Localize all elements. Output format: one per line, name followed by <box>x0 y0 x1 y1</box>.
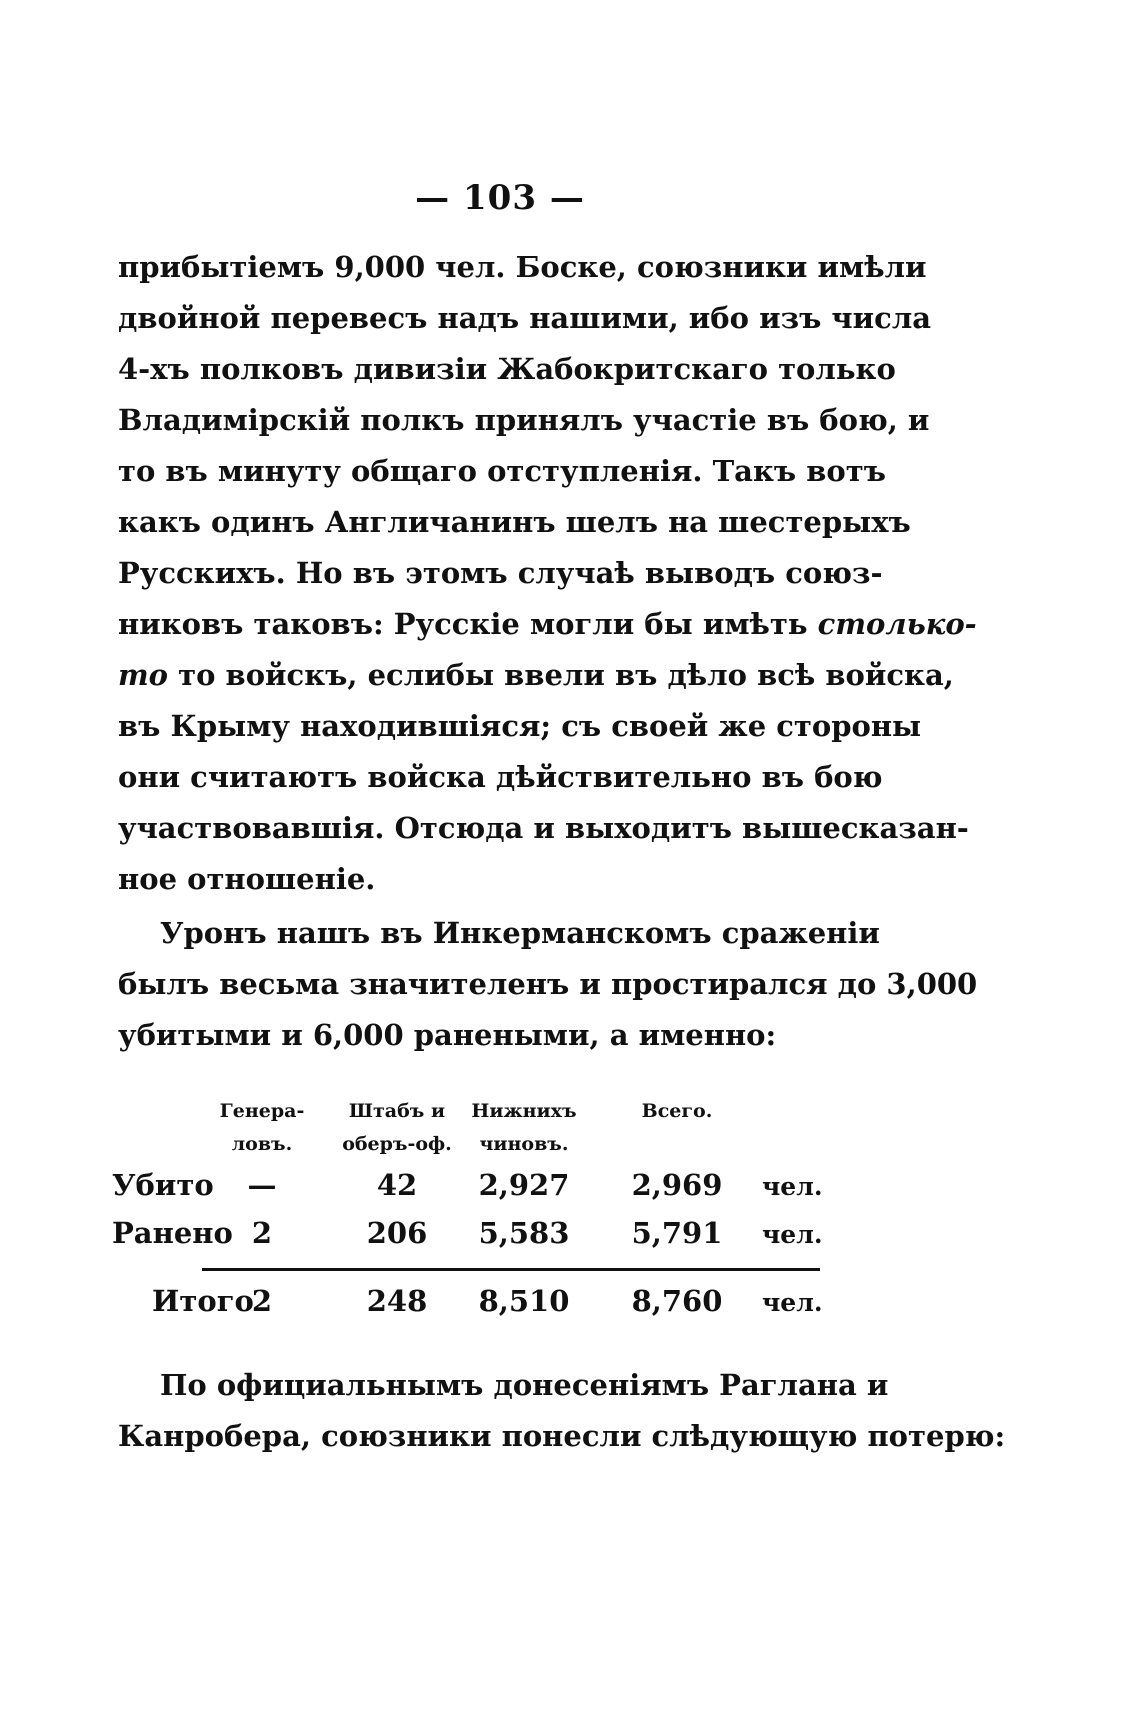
text-line-with-italic <box>118 650 954 701</box>
column-header-lower <box>464 1095 584 1161</box>
italic-word: столько- <box>817 607 977 641</box>
cell-total: 5,791 <box>631 1216 723 1250</box>
cell-total: 8,760 <box>631 1284 723 1318</box>
text-line: былъ весьма значителенъ и простирался до 3,000 <box>118 967 978 1001</box>
text-line: Уронъ нашъ въ Инкерманскомъ сраженіи <box>160 916 880 950</box>
text-line: двойной перевесъ надъ нашими, ибо изъ числа <box>118 301 932 335</box>
italic-word: то <box>118 658 169 692</box>
header-line: оберъ-оф. <box>342 1133 452 1155</box>
table-rule <box>202 1268 820 1271</box>
cell-generals: 2 <box>251 1216 273 1250</box>
loss-table <box>112 1095 832 1325</box>
text-line: прибытіемъ 9,000 чел. Боске, союзники имѣли <box>118 250 927 284</box>
header-line: чиновъ. <box>479 1133 569 1155</box>
text-line: Владимірскій полкъ принялъ участіе въ бою, и <box>118 403 930 437</box>
cell-staff: 248 <box>366 1284 428 1318</box>
cell-unit: чел. <box>762 1220 823 1249</box>
row-label-killed: Убито <box>112 1168 214 1202</box>
cell-total: 2,969 <box>631 1168 723 1202</box>
cell-generals: — <box>247 1168 277 1202</box>
text-line: ное отношеніе. <box>118 862 376 896</box>
cell-unit: чел. <box>762 1288 823 1317</box>
header-line: Штабъ и <box>348 1100 446 1122</box>
column-header-generals <box>212 1095 312 1161</box>
text-line: Русскихъ. Но въ этомъ случаѣ выводъ союз- <box>118 556 883 590</box>
text-segment: никовъ таковъ: Русскіе могли бы имѣть <box>118 607 818 641</box>
text-segment: то войскъ, еслибы ввели въ дѣло всѣ войска, <box>178 658 954 692</box>
paragraph-3 <box>118 1360 1006 1462</box>
text-line: то въ минуту общаго отступленія. Такъ вотъ <box>118 454 886 488</box>
paragraph-1 <box>118 242 977 905</box>
header-line: ловъ. <box>231 1133 293 1155</box>
text-line: участвовавшія. Отсюда и выходитъ вышесказан- <box>118 811 969 845</box>
text-line: убитыми и 6,000 ранеными, а именно: <box>118 1018 777 1052</box>
column-header-total <box>617 1095 737 1128</box>
cell-lower: 8,510 <box>478 1284 570 1318</box>
cell-generals: 2 <box>251 1284 273 1318</box>
text-line: въ Крыму находившіяся; съ своей же стороны <box>118 709 922 743</box>
header-line: Генера- <box>219 1100 305 1122</box>
column-header-staff <box>337 1095 457 1161</box>
text-line: По официальнымъ донесеніямъ Раглана и <box>160 1368 889 1402</box>
cell-lower: 5,583 <box>478 1216 570 1250</box>
header-line: Нижнихъ <box>471 1100 577 1122</box>
paragraph-2 <box>118 908 978 1061</box>
row-label-total: Итого <box>152 1284 254 1318</box>
text-line: Канробера, союзники понесли слѣдующую потерю: <box>118 1419 1006 1453</box>
page-number: — 103 — <box>415 178 585 218</box>
text-line: они считаютъ войска дѣйствительно въ бою <box>118 760 883 794</box>
header-line: Всего. <box>641 1100 713 1122</box>
text-line: какъ одинъ Англичанинъ шелъ на шестерыхъ <box>118 505 911 539</box>
cell-staff: 42 <box>376 1168 418 1202</box>
row-label-wounded: Ранено <box>112 1216 233 1250</box>
cell-staff: 206 <box>366 1216 428 1250</box>
cell-lower: 2,927 <box>478 1168 570 1202</box>
text-line-with-italic <box>118 599 977 650</box>
text-line: 4-хъ полковъ дивизіи Жабокритскаго только <box>118 352 896 386</box>
cell-unit: чел. <box>762 1172 823 1201</box>
